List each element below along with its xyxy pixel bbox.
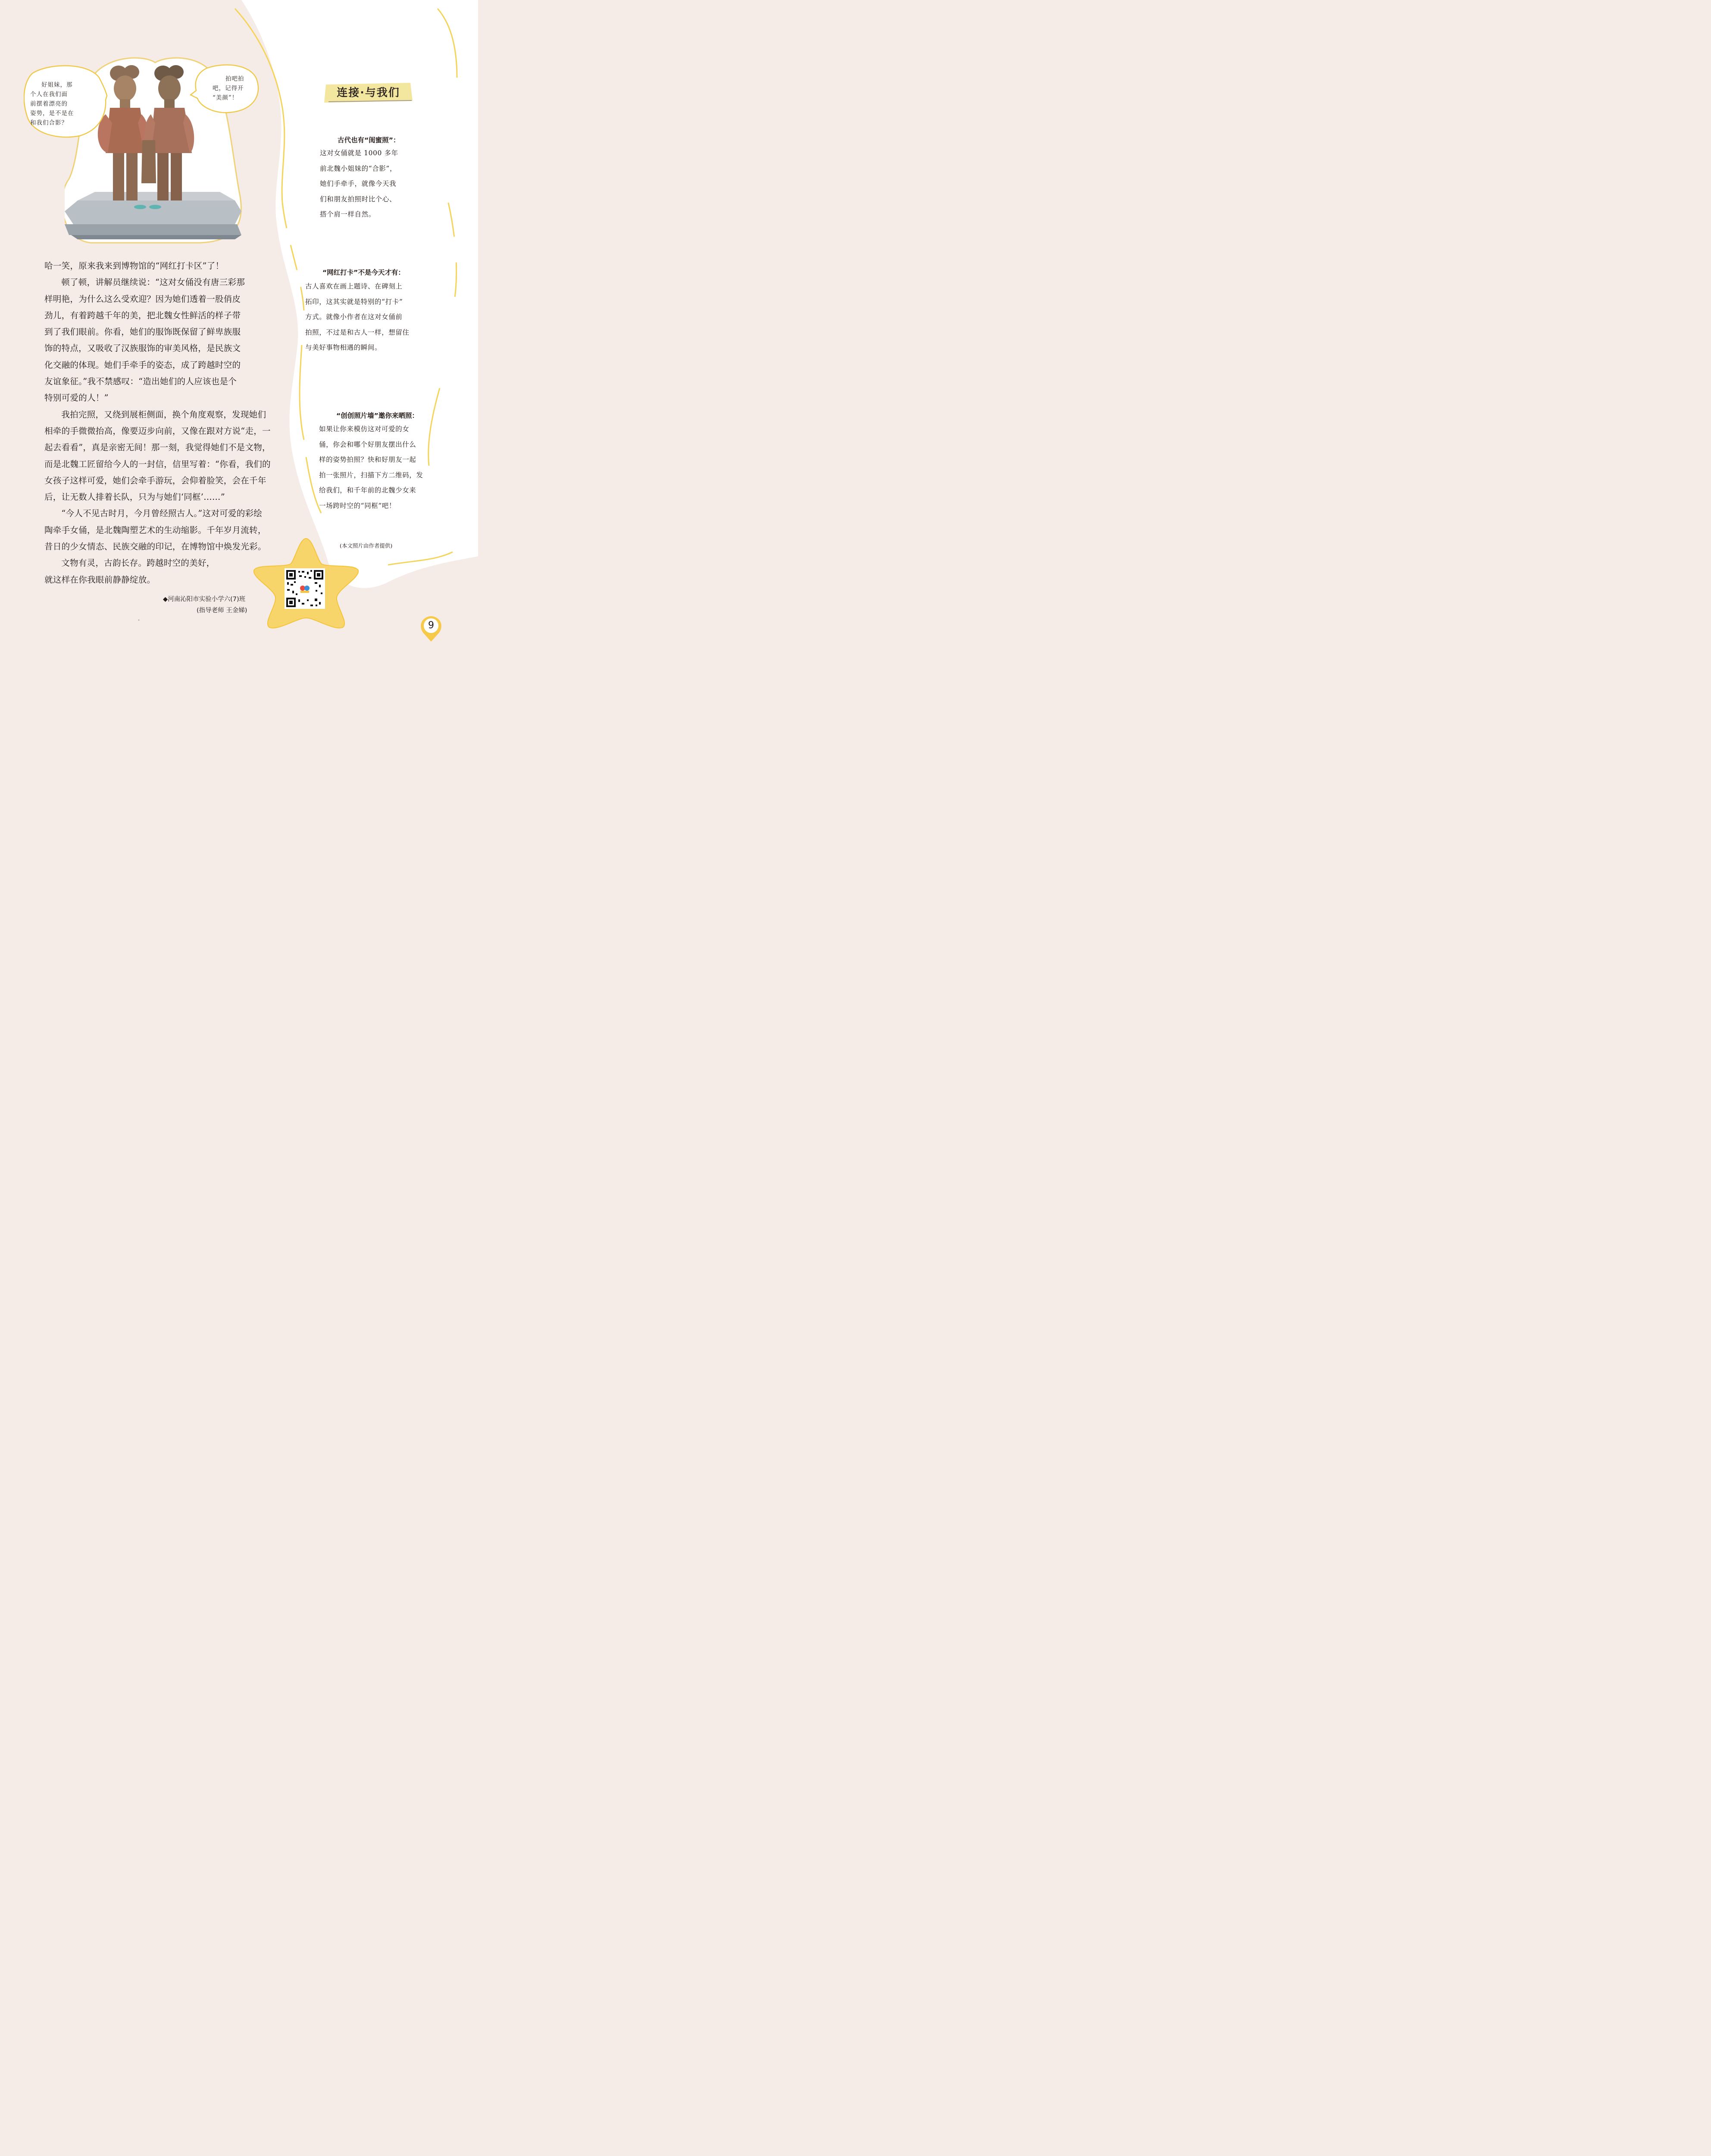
article-line: 样明艳，为什么这么受欢迎？因为她们透着一股俏皮 [44, 294, 241, 304]
author-teacher: (指导老师 王金娣) [197, 607, 247, 614]
sidebar-title: 连接·与我们 [337, 86, 400, 99]
sidebar-heading: “网红打卡”不是今天才有： [322, 269, 405, 276]
bubble-line: 和我们合影？ [30, 119, 68, 126]
article-line: 顿了顿，讲解员继续说：“这对女俑没有唐三彩那 [61, 277, 245, 288]
bubble-line: “美颜”！ [213, 94, 238, 101]
article-line: 文物有灵，古韵长存。跨越时空的美好， [61, 558, 215, 568]
article-line: 就这样在你我眼前静静绽放。 [44, 574, 156, 585]
sidebar-line: 拍一张照片，扫描下方二维码，发 [319, 471, 423, 479]
article-line: 友谊象征。”我不禁感叹：“造出她们的人应该也是个 [44, 376, 237, 387]
bubble-line: 吧，记得开 [213, 85, 244, 92]
article-paragraph [44, 555, 284, 588]
article-line: 饰的特点，又吸收了汉族服饰的审美风格，是民族文 [44, 343, 241, 354]
article-paragraph [44, 407, 284, 506]
article-paragraph [44, 505, 284, 555]
sidebar-paragraph [320, 146, 398, 222]
article-body [44, 258, 284, 588]
sidebar-line: 这对女俑就是 1000 多年 [320, 149, 398, 157]
sidebar-line: 前北魏小姐妹的“合影”， [320, 164, 397, 172]
author-school: ◆河南沁阳市实验小学六(7)班 [163, 596, 246, 603]
sidebar-paragraph [305, 279, 410, 356]
article-line: 而是北魏工匠留给今人的一封信，信里写着：“你看，我们的 [44, 459, 271, 469]
bubble-line: 前摆着漂亮的 [30, 100, 68, 107]
sidebar-title-box [324, 82, 413, 103]
bubble-line: 拍吧拍 [225, 75, 244, 82]
sidebar-heading: “创创照片墙”邀你来晒照： [336, 412, 419, 420]
article-line: “今人不见古时月，今月曾经照古人。”这对可爱的彩绘 [61, 508, 263, 519]
article-line: 后，让无数人排着长队，只为与她们‘同框’……” [44, 492, 225, 502]
article-paragraph [44, 274, 284, 406]
article-line: 哈一笑，原来我来到博物馆的“网红打卡区”了！ [44, 261, 224, 271]
bubble-line: 好姐妹，那 [41, 81, 73, 88]
sidebar-line: 古人喜欢在画上题诗、在碑刻上 [305, 282, 403, 290]
speech-bubble-left-text [30, 80, 84, 128]
page-number: 9 [428, 620, 434, 631]
sidebar-heading: 古代也有“闺蜜照”： [338, 136, 400, 144]
sidebar-line: 一场跨时空的“同框”吧！ [319, 501, 396, 510]
sidebar-line: 拓印，这其实就是特别的“打卡” [305, 298, 403, 306]
qr-code[interactable] [285, 568, 325, 609]
sidebar-paragraph [319, 422, 423, 514]
sidebar-line: 们和朋友拍照时比个心、 [320, 195, 397, 203]
article-line: 化交融的体现。她们手牵手的姿态，成了跨越时空的 [44, 360, 241, 370]
article-line: 到了我们眼前。你看，她们的服饰既保留了鲜卑族服 [44, 327, 241, 337]
sidebar-line: 如果让你来模仿这对可爱的女 [319, 425, 410, 433]
article-line: 起去看看”，真是亲密无间！那一刻，我觉得她们不是文物， [44, 442, 271, 453]
article-line: 特别可爱的人！” [44, 393, 109, 403]
sidebar-line: 方式。就像小作者在这对女俑前 [305, 313, 403, 321]
article-line: 我拍完照，又绕到展柜侧面，换个角度观察，发现她们 [61, 409, 266, 420]
sidebar-line: 样的姿势拍照？快和好朋友一起 [319, 456, 416, 464]
bubble-line: 个人在我们面 [30, 91, 68, 98]
article-line: 陶牵手女俑，是北魏陶塑艺术的生动缩影。千年岁月流转， [44, 525, 266, 535]
sidebar-line: 搭个肩一样自然。 [320, 210, 375, 218]
sidebar-line: 与美好事物相遇的瞬间。 [305, 344, 382, 351]
article-line: 昔日的少女情态、民族交融的印记，在博物馆中焕发光彩。 [44, 542, 266, 552]
sidebar-line: 俑，你会和哪个好朋友摆出什么 [319, 440, 416, 448]
article-line: 女孩子这样可爱，她们会牵手游玩，会仰着脸笑，会在千年 [44, 475, 266, 486]
sidebar-line: 拍照，不过是和古人一样，想留住 [305, 328, 410, 336]
bubble-line: 姿势，是不是在 [30, 110, 74, 117]
speech-bubble-right-text [213, 74, 256, 103]
photo-credit: (本文照片由作者提供) [340, 542, 393, 549]
article-paragraph [44, 258, 284, 274]
article-line: 劲儿，有着跨越千年的美，把北魏女性鲜活的样子带 [44, 310, 241, 320]
sidebar-line: 她们手牵手，就像今天我 [320, 180, 397, 188]
sidebar-line: 给我们，和千年前的北魏少女来 [319, 486, 416, 494]
article-line: 相牵的手微微抬高，像要迈步向前，又像在跟对方说“走，一 [44, 426, 271, 436]
